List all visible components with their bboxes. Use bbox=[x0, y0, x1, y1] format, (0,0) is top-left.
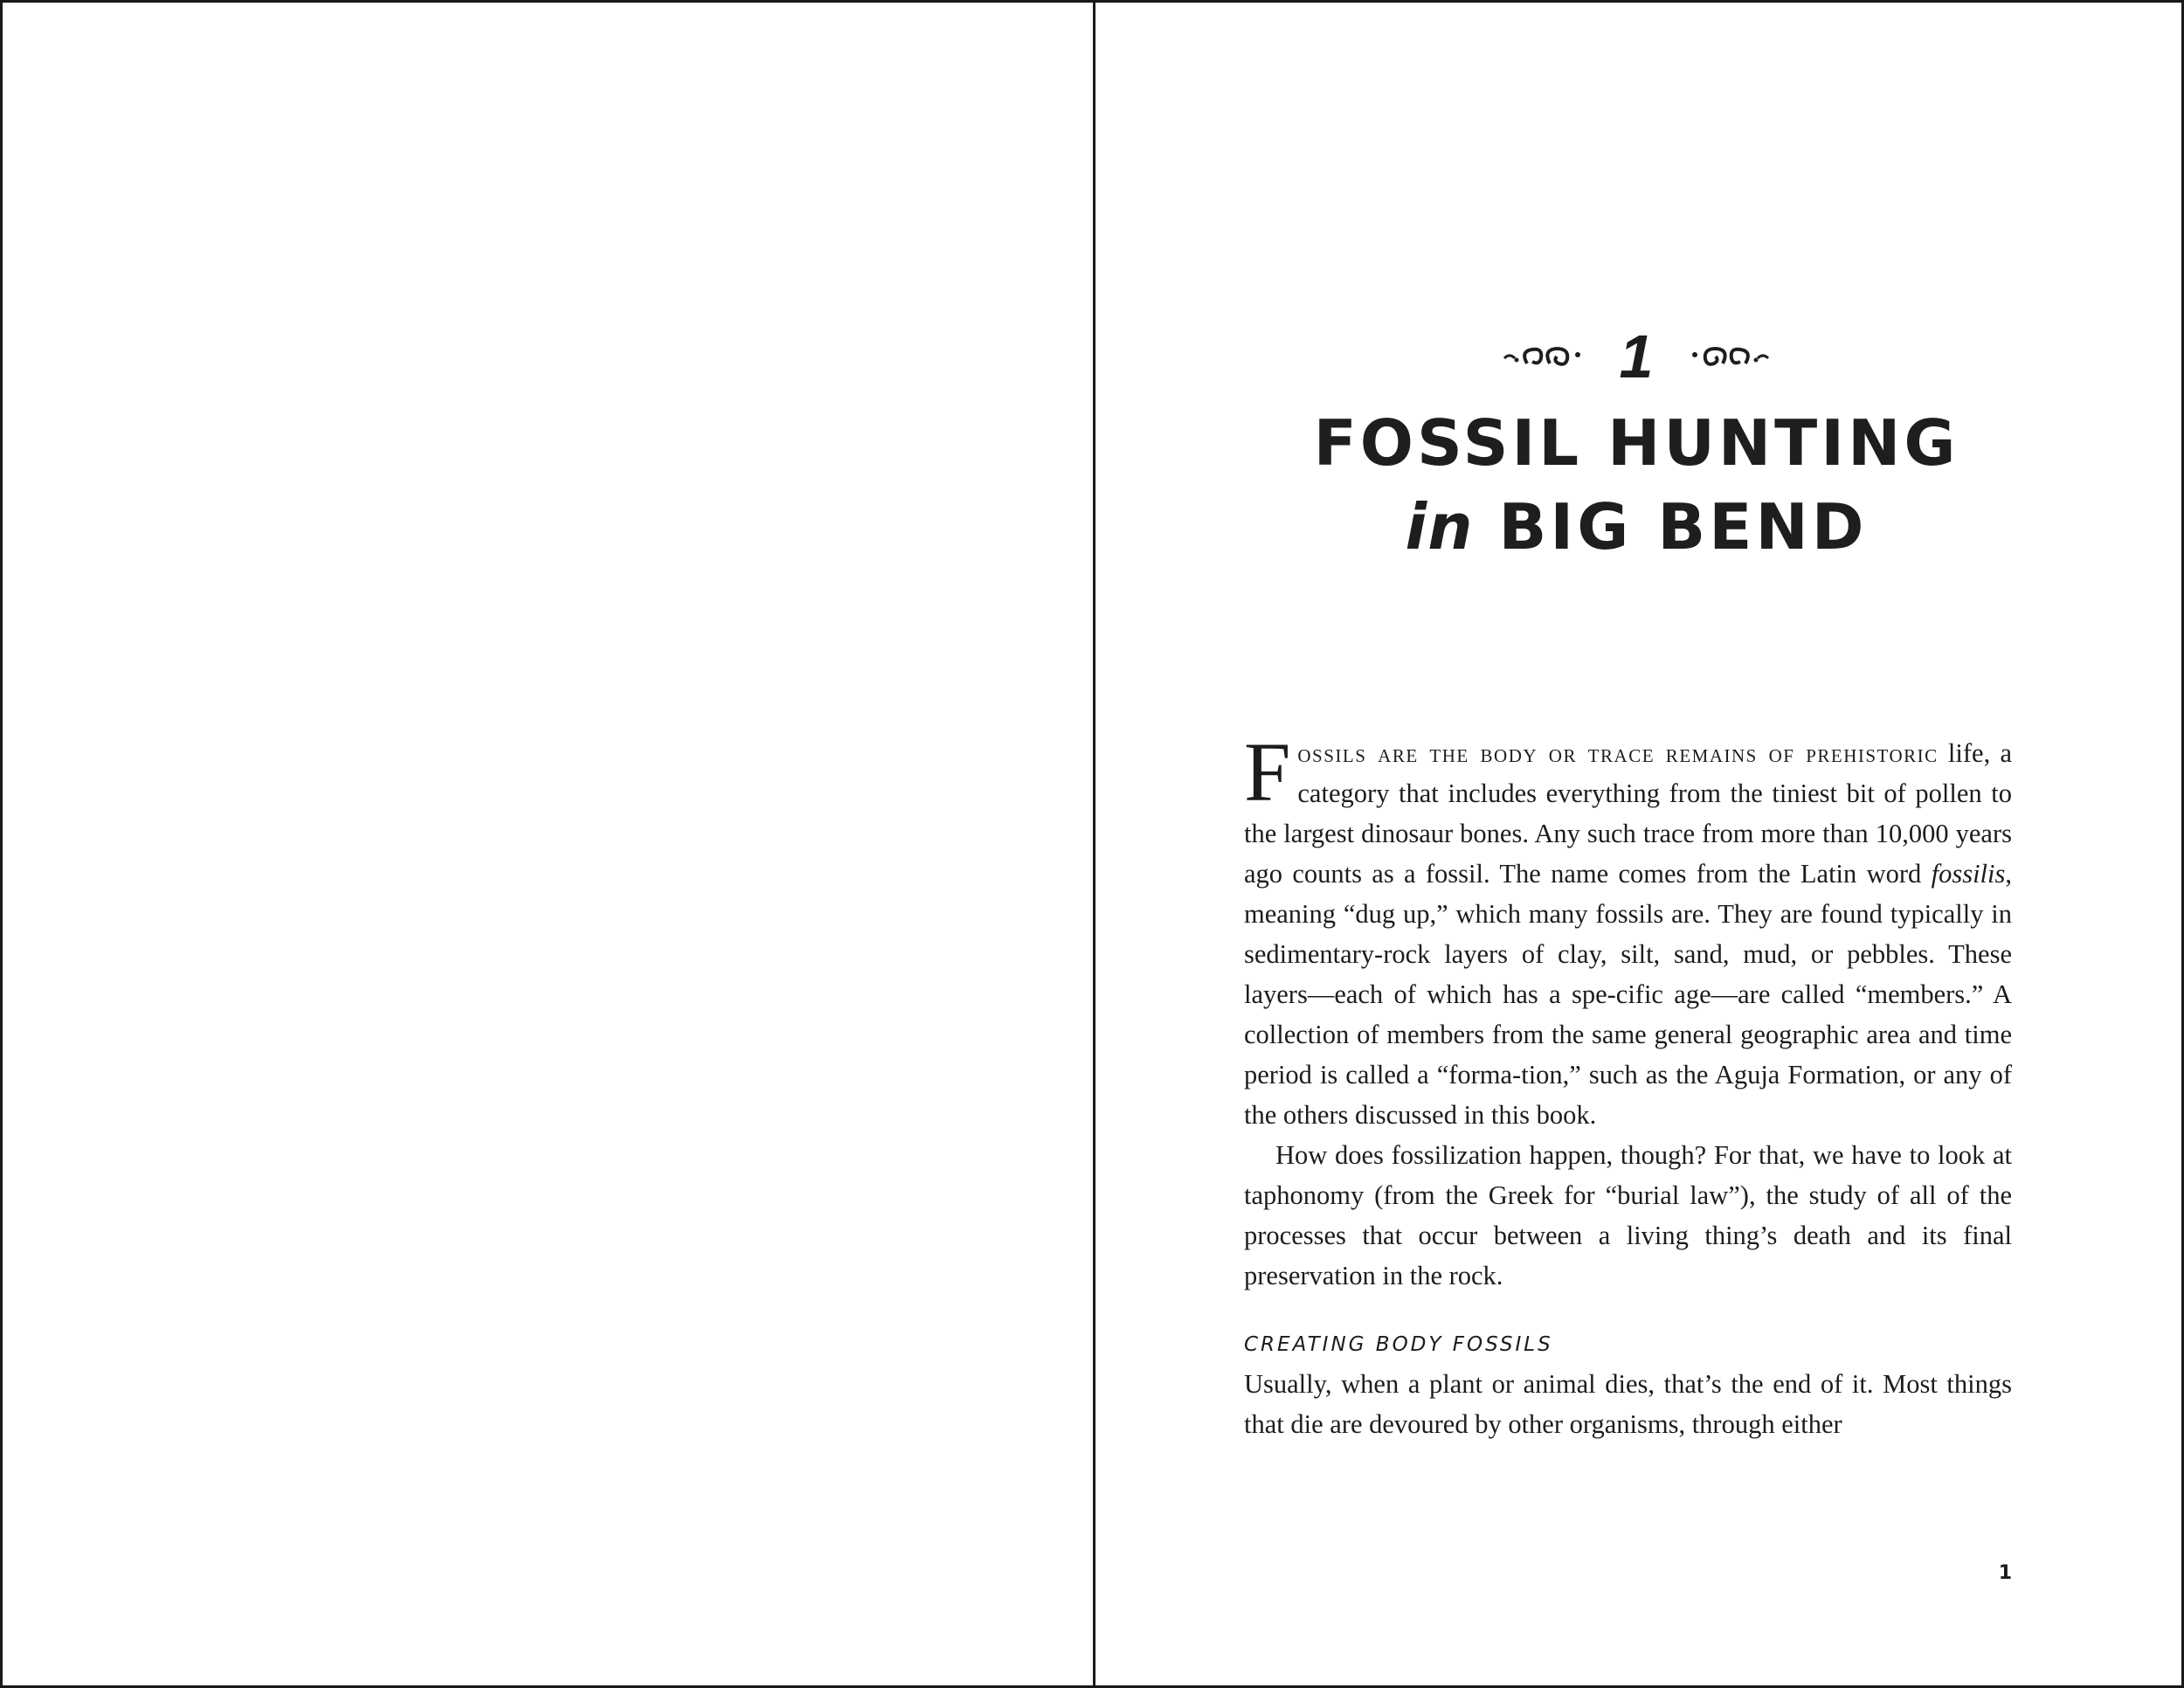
chapter-title-line-1: FOSSIL HUNTING bbox=[1313, 406, 1959, 480]
chapter-title-line-2-text: BIG BEND bbox=[1498, 490, 1868, 564]
chapter-title-italic-word: in bbox=[1405, 490, 1474, 564]
scroll-flourish-left-icon bbox=[1501, 339, 1597, 374]
chapter-number: 1 bbox=[1619, 322, 1654, 391]
chapter-title-line-2 bbox=[1208, 485, 2064, 569]
chapter-heading bbox=[1208, 317, 2064, 569]
left-page-blank bbox=[3, 3, 1093, 1685]
scroll-flourish-right-icon bbox=[1676, 339, 1772, 374]
paragraph-1-text-b: , meaning “dug up,” which many fossils are. They are found typically in sedimentary-rock layers of clay, silt, sand, mud, or pebbles. These layers—each of which has a spe-cific age—are called “members.” A collection of members from the same general geographic area and time period is called a “forma-tion,” such as the Aguja Formation, or any of the others discussed in this book. bbox=[1244, 859, 2012, 1130]
paragraph-1 bbox=[1244, 725, 2012, 1135]
drop-cap: F bbox=[1244, 725, 1291, 819]
paragraph-2: How does fossilization happen, though? For that, we have to look at taphonomy (from the Greek for “burial law”), the study of all of the processes that occur between a living thing’s death and its final preservation in the rock. bbox=[1244, 1140, 2012, 1290]
paragraph-1-text-a: life, a category that includes everything from the tiniest bit of pollen to the largest dinosaur bones. Any such trace from more than 10,000 years ago counts as a fossil. The name comes from the Latin word bbox=[1244, 738, 2012, 889]
opening-small-caps: ossils are the body or trace remains of prehistoric bbox=[1297, 738, 1939, 768]
paragraph-3: Usually, when a plant or animal dies, that’s the end of it. Most things that die are devoured by other organisms, through either bbox=[1244, 1369, 2012, 1439]
section-heading: CREATING BODY FOSSILS bbox=[1244, 1333, 1553, 1356]
page-number: 1 bbox=[1998, 1562, 2012, 1584]
chapter-body-text bbox=[1244, 725, 2012, 1444]
paragraph-1-italic-term: fossilis bbox=[1931, 859, 2006, 889]
chapter-title bbox=[1208, 401, 2064, 569]
chapter-number-row bbox=[1208, 317, 2064, 396]
